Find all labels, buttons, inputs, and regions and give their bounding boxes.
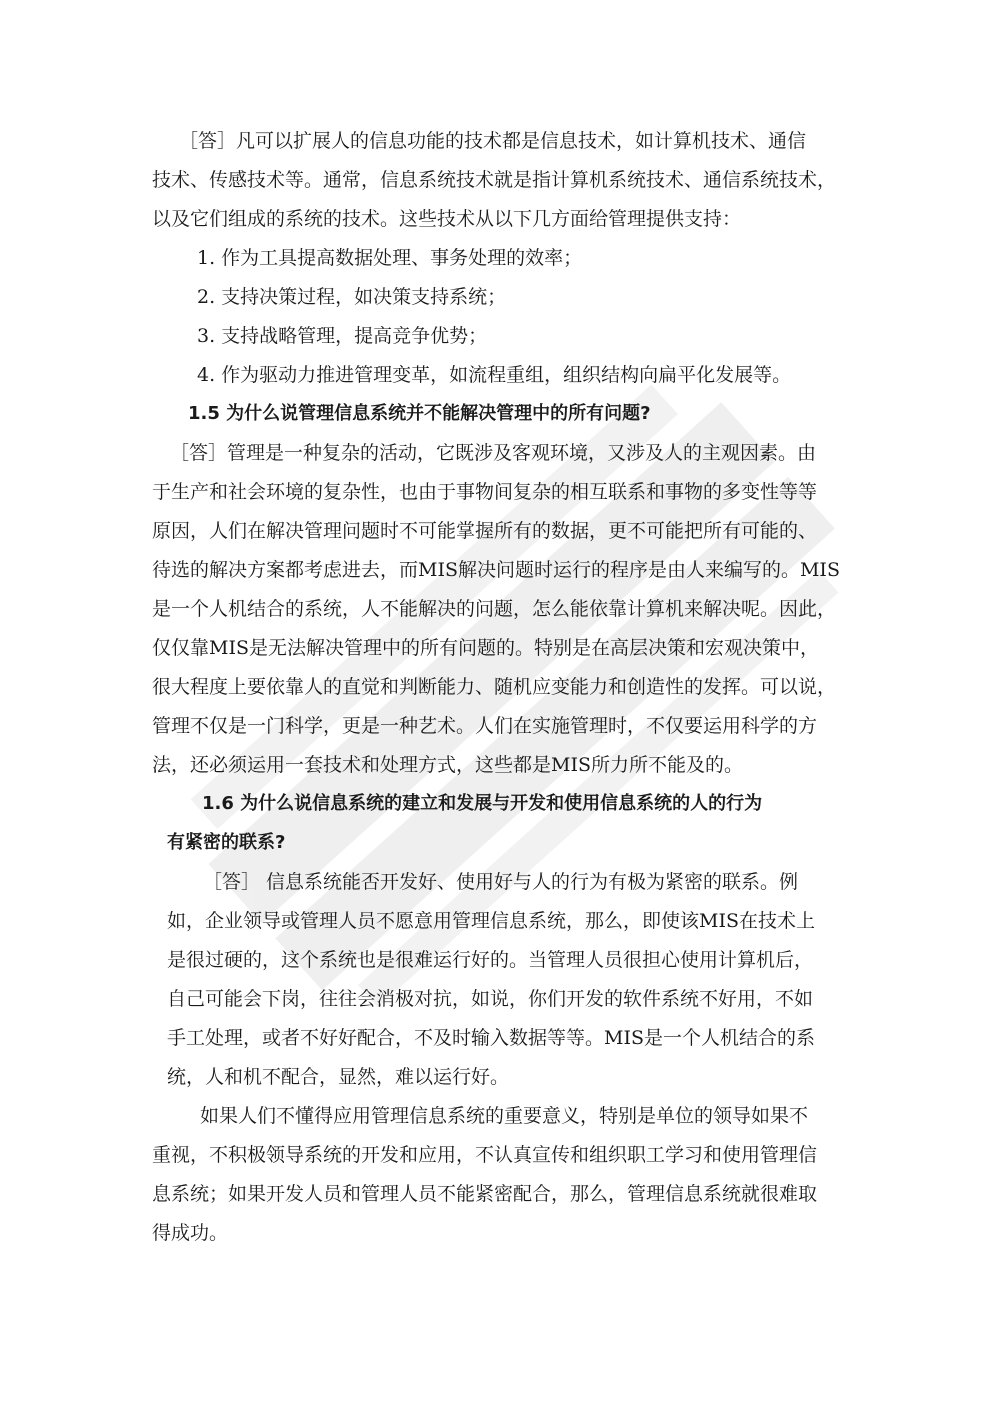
section-heading: 1.5 为什么说管理信息系统并不能解决管理中的所有问题?: [188, 403, 651, 424]
paragraph-line: 以及它们组成的系统的技术。这些技术从以下几方面给管理提供支持：: [152, 208, 742, 230]
paragraph-line: 原因，人们在解决管理问题时不可能掌握所有的数据，更不可能把所有可能的、: [152, 520, 818, 542]
paragraph-line: 待选的解决方案都考虑进去，而MIS解决问题时运行的程序是由人来编写的。MIS: [152, 559, 840, 581]
paragraph-line: 统，人和机不配合，显然，难以运行好。: [167, 1066, 510, 1088]
paragraph-line: ［答］管理是一种复杂的活动，它既涉及客观环境，又涉及人的主观因素。由: [170, 442, 817, 464]
section-heading-continuation: 有紧密的联系?: [167, 832, 286, 853]
list-item: 3. 支持战略管理，提高竞争优势；: [197, 325, 488, 347]
paragraph-line: 得成功。: [152, 1222, 229, 1244]
paragraph-line: 技术、传感技术等。通常，信息系统技术就是指计算机系统技术、通信系统技术，: [152, 169, 837, 191]
paragraph-line: 法，还必须运用一套技术和处理方式，这些都是MIS所力所不能及的。: [152, 754, 743, 776]
list-item: 2. 支持决策过程，如决策支持系统；: [197, 286, 507, 308]
paragraph-line: 是很过硬的，这个系统也是很难运行好的。当管理人员很担心使用计算机后，: [167, 949, 814, 971]
paragraph-line: 息系统；如果开发人员和管理人员不能紧密配合，那么，管理信息系统就很难取: [152, 1183, 818, 1205]
paragraph-line: ［答］ 信息系统能否开发好、使用好与人的行为有极为紧密的联系。例: [203, 871, 799, 893]
section-heading: 1.6 为什么说信息系统的建立和发展与开发和使用信息系统的人的行为: [202, 793, 763, 814]
paragraph-line: 如，企业领导或管理人员不愿意用管理信息系统，那么，即使该MIS在技术上: [167, 910, 815, 932]
paragraph-line: 如果人们不懂得应用管理信息系统的重要意义，特别是单位的领导如果不: [200, 1105, 809, 1127]
paragraph-line: 管理不仅是一门科学，更是一种艺术。人们在实施管理时，不仅要运用科学的方: [152, 715, 818, 737]
paragraph-line: 是一个人机结合的系统，人不能解决的问题，怎么能依靠计算机来解决呢。因此，: [152, 598, 837, 620]
paragraph-line: 很大程度上要依靠人的直觉和判断能力、随机应变能力和创造性的发挥。可以说，: [152, 676, 837, 698]
paragraph-line: 于生产和社会环境的复杂性，也由于事物间复杂的相互联系和事物的多变性等等: [152, 481, 818, 503]
paragraph-line: ［答］凡可以扩展人的信息功能的技术都是信息技术，如计算机技术、通信: [179, 130, 807, 152]
list-item: 4. 作为驱动力推进管理变革，如流程重组，组织结构向扁平化发展等。: [197, 364, 792, 386]
paragraph-line: 自己可能会下岗，往往会消极对抗，如说，你们开发的软件系统不好用，不如: [167, 988, 814, 1010]
paragraph-line: 重视，不积极领导系统的开发和应用，不认真宣传和组织职工学习和使用管理信: [152, 1144, 818, 1166]
paragraph-line: 仅仅靠MIS是无法解决管理中的所有问题的。特别是在高层决策和宏观决策中，: [152, 637, 819, 659]
list-item: 1. 作为工具提高数据处理、事务处理的效率；: [197, 247, 583, 269]
paragraph-line: 手工处理，或者不好好配合，不及时输入数据等等。MIS是一个人机结合的系: [167, 1027, 815, 1049]
